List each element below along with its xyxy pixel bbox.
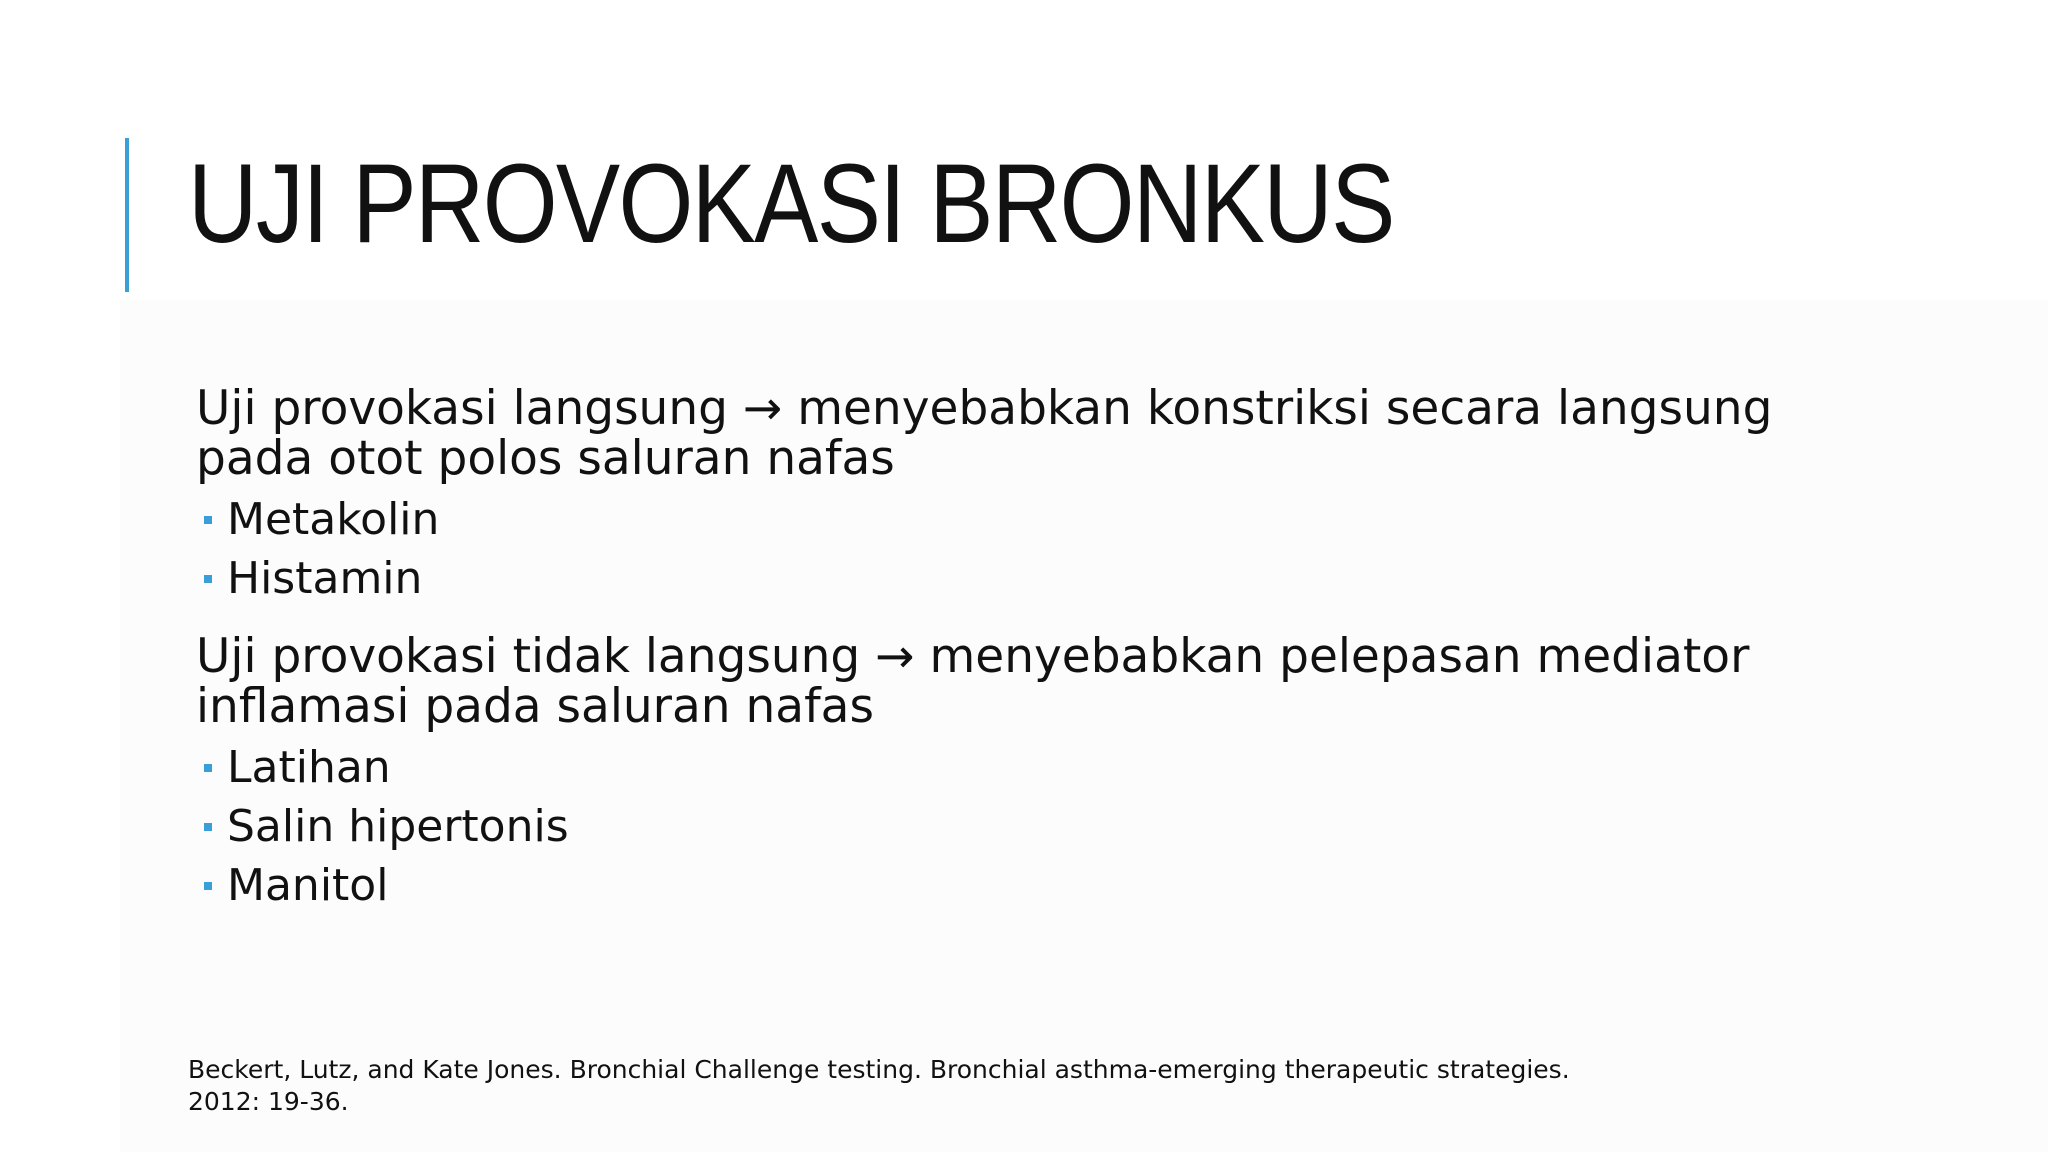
- bullet-item: [196, 797, 1836, 856]
- slide-body: [196, 381, 1836, 915]
- citation-line: Beckert, Lutz, and Kate Jones. Bronchial Challenge testing. Bronchial asthma-emerging therapeutic strategies.: [188, 1055, 1570, 1084]
- bullet-text: Salin hipertonis: [227, 801, 569, 852]
- bullet-item: [196, 856, 1836, 915]
- bullet-text: Histamin: [227, 553, 423, 604]
- square-bullet-icon: [204, 575, 212, 583]
- bullet-list: [196, 738, 1836, 915]
- section-heading: Uji provokasi tidak langsung → menyebabkan pelepasan mediator inflamasi pada saluran nafas: [196, 629, 1750, 734]
- citation-line: 2012: 19-36.: [188, 1087, 349, 1116]
- bullet-item: [196, 738, 1836, 797]
- citation: [188, 1054, 1748, 1118]
- bullet-item: [196, 490, 1836, 549]
- square-bullet-icon: [204, 516, 212, 524]
- square-bullet-icon: [204, 882, 212, 890]
- square-bullet-icon: [204, 823, 212, 831]
- title-accent-bar: [125, 138, 129, 292]
- bullet-text: Latihan: [227, 742, 391, 793]
- bullet-list: [196, 490, 1836, 608]
- section-direct-provocation: [196, 381, 1836, 608]
- square-bullet-icon: [204, 764, 212, 772]
- bullet-text: Metakolin: [227, 494, 440, 545]
- bullet-item: [196, 549, 1836, 608]
- section-indirect-provocation: [196, 629, 1836, 915]
- slide-title: UJI PROVOKASI BRONKUS: [188, 141, 1394, 266]
- section-heading: Uji provokasi langsung → menyebabkan konstriksi secara langsung pada otot polos saluran nafas: [196, 381, 1773, 486]
- bullet-text: Manitol: [227, 860, 389, 911]
